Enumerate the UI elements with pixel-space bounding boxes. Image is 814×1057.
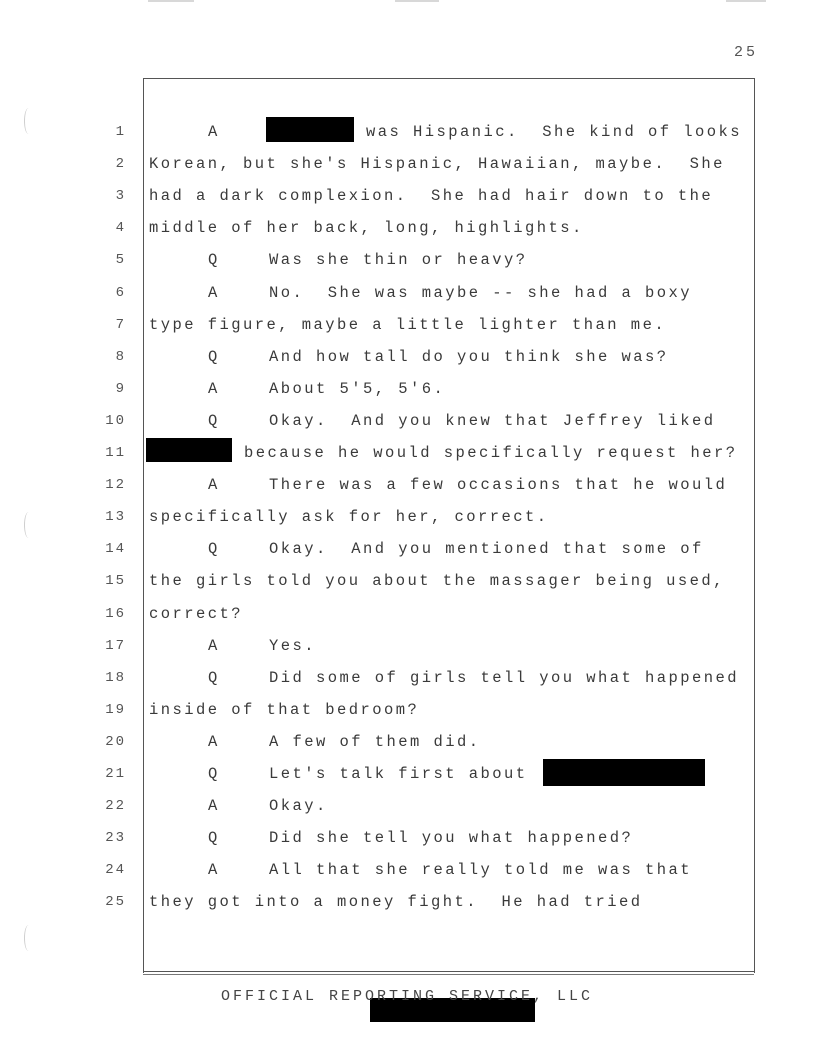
line-number: 12 (105, 477, 126, 494)
transcript-line-text: inside of that bedroom? (149, 700, 420, 719)
transcript-line-text: Did some of girls tell you what happened (269, 668, 740, 687)
redaction-bar (543, 759, 705, 786)
redaction-bar (146, 438, 232, 462)
punch-hole-mark (24, 925, 33, 951)
transcript-line-text: they got into a money fight. He had tried (149, 893, 643, 912)
transcript-line-text: Okay. And you knew that Jeffrey liked (269, 411, 716, 430)
redaction-bar (266, 117, 354, 142)
transcript-line-text: Korean, but she's Hispanic, Hawaiian, maybe. She (149, 155, 725, 174)
line-number: 6 (115, 284, 126, 301)
line-number: 16 (105, 605, 126, 622)
page-frame-right (754, 78, 755, 973)
speaker-label: A (208, 732, 220, 751)
line-number: 17 (105, 637, 126, 654)
line-number: 14 (105, 541, 126, 558)
transcript-line-text: All that she really told me was that (269, 861, 693, 880)
speaker-label: A (208, 476, 220, 495)
line-number: 7 (115, 316, 126, 333)
line-number: 13 (105, 509, 126, 526)
line-number: 22 (105, 798, 126, 815)
transcript-line-text: Did she tell you what happened? (269, 829, 634, 848)
transcript-line-text: A few of them did. (269, 732, 481, 751)
transcript-line-text: type figure, maybe a little lighter than me. (149, 315, 667, 334)
line-number: 15 (105, 573, 126, 590)
line-number: 3 (115, 188, 126, 205)
line-number: 18 (105, 669, 126, 686)
page-frame-bottom-rule (143, 974, 754, 975)
scan-mark (395, 0, 439, 2)
line-number: 20 (105, 733, 126, 750)
line-number: 2 (115, 156, 126, 173)
speaker-label: A (208, 636, 220, 655)
speaker-label: A (208, 283, 220, 302)
speaker-label: Q (208, 251, 220, 270)
line-number: 10 (105, 412, 126, 429)
page-frame-bottom (143, 971, 754, 972)
speaker-label: Q (208, 347, 220, 366)
transcript-line-text: was Hispanic. She kind of looks (366, 123, 743, 141)
line-number: 4 (115, 220, 126, 237)
scan-mark (726, 0, 766, 2)
line-number: 21 (105, 766, 126, 782)
transcript-line-text: correct? (149, 604, 244, 623)
speaker-label: A (208, 379, 220, 398)
speaker-label: A (208, 123, 220, 141)
transcript-line-text: specifically ask for her, correct. (149, 508, 549, 527)
line-number: 1 (115, 124, 126, 140)
transcript-line-text: because he would specifically request her? (244, 444, 738, 462)
speaker-label: A (208, 797, 220, 816)
speaker-label: A (208, 861, 220, 880)
transcript-line-text: Let's talk first about (269, 765, 528, 783)
speaker-label: Q (208, 411, 220, 430)
page-frame-left (143, 78, 144, 973)
footer-reporter: OFFICIAL REPORTING SERVICE, LLC (220, 988, 594, 1005)
line-number: 9 (115, 380, 126, 397)
transcript-line-text: had a dark complexion. She had hair down to the (149, 187, 714, 206)
speaker-label: Q (208, 668, 220, 687)
punch-hole-mark (24, 512, 33, 538)
transcript-line-text: Okay. (269, 797, 328, 816)
transcript-line-text: Okay. And you mentioned that some of (269, 540, 704, 559)
line-number: 8 (115, 348, 126, 365)
line-number: 23 (105, 830, 126, 847)
line-number: 25 (105, 894, 126, 911)
line-number: 19 (105, 701, 126, 718)
transcript-line-text: middle of her back, long, highlights. (149, 219, 584, 238)
page-number: 25 (733, 44, 758, 61)
speaker-label: Q (208, 829, 220, 848)
line-number: 24 (105, 862, 126, 879)
transcript-line-text: No. She was maybe -- she had a boxy (269, 283, 693, 302)
transcript-line-text: the girls told you about the massager being used, (149, 572, 725, 591)
transcript-line-text: Yes. (269, 636, 317, 655)
transcript-line-text: And how tall do you think she was? (269, 347, 669, 366)
transcript-line-text: There was a few occasions that he would (269, 476, 728, 495)
scan-mark (148, 0, 194, 2)
speaker-label: Q (208, 765, 220, 783)
transcript-line-text: About 5'5, 5'6. (269, 379, 446, 398)
page-frame-top (143, 78, 754, 79)
line-number: 11 (105, 445, 126, 461)
punch-hole-mark (24, 108, 33, 134)
transcript-line-text: Was she thin or heavy? (269, 251, 528, 270)
line-number: 5 (115, 252, 126, 269)
speaker-label: Q (208, 540, 220, 559)
